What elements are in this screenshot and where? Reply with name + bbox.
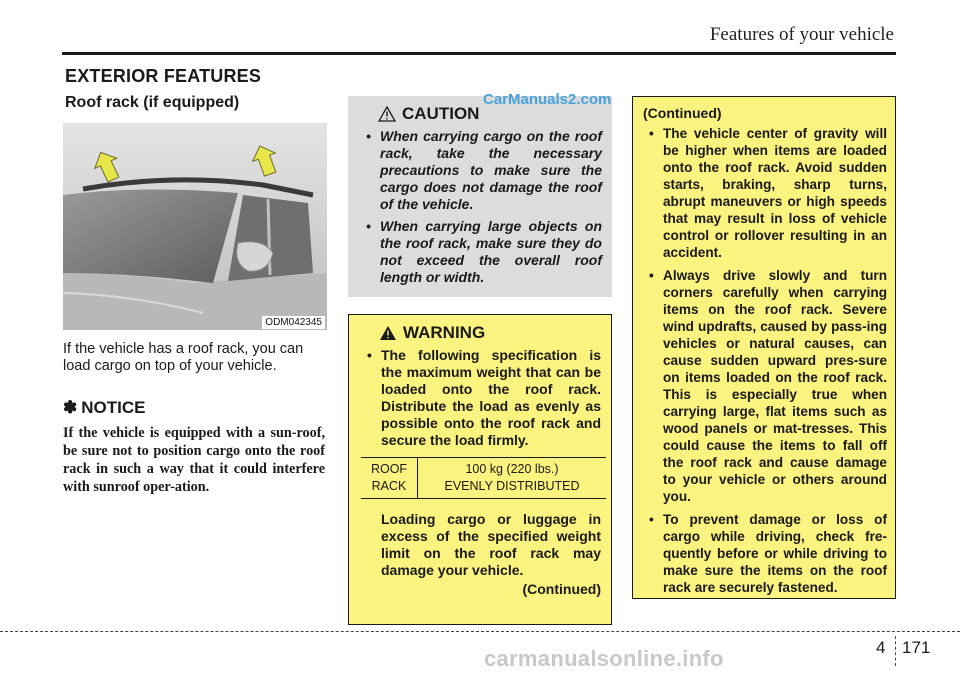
notice-body: If the vehicle is equipped with a sun-roof, be sure not to position cargo onto the roof rack in such a way that it could interfere with sunroof oper-ation. <box>63 425 325 495</box>
caution-item: • When carrying large objects on the roof rack, make sure they do not exceed the overall roof length or width. <box>360 218 602 286</box>
header-rule <box>62 52 896 55</box>
running-header: Features of your vehicle <box>709 24 894 45</box>
footer-separator <box>895 636 896 666</box>
roof-rack-spec-table <box>361 457 606 499</box>
caution-title: CAUTION <box>402 104 480 123</box>
warning-heading <box>379 323 601 343</box>
car-illustration <box>63 123 327 330</box>
section-title: EXTERIOR FEATURES <box>65 66 262 86</box>
caution-list <box>360 128 602 286</box>
photo-caption: ODM042345 <box>262 316 325 329</box>
continued-warning-box <box>632 96 896 599</box>
warning-continued: (Continued) <box>522 581 601 597</box>
subsection-title: Roof rack (if equipped) <box>65 94 240 111</box>
continued-item: • To prevent damage or loss of cargo while driving, check fre-quently before or while driving to make sure the items on the roof rack are securely fastened. <box>643 511 887 596</box>
caution-item: • When carrying cargo on the roof rack, take the necessary precautions to make sure the cargo does not damage the roof of the vehicle. <box>360 128 602 213</box>
warning-triangle-icon <box>379 325 397 341</box>
warning-item: • The following specification is the maximum weight that can be loaded onto the roof rack. Distribute the load as evenly as possible onto the roof rack and secure the load firmly. <box>361 347 601 449</box>
spec-value-line: 100 kg (220 lbs.) <box>465 462 559 476</box>
watermark-text: CarManuals2.com <box>483 91 612 108</box>
spec-label-line: ROOF <box>370 462 408 476</box>
footer-watermark: carmanualsonline.info <box>484 646 724 671</box>
spec-label-line: RACK <box>371 479 407 493</box>
warning-paragraph <box>381 511 601 598</box>
intro-paragraph: If the vehicle has a roof rack, you can load cargo on top of your vehicle. <box>63 341 304 374</box>
page-number: 171 <box>902 638 931 657</box>
notice-heading <box>63 398 145 418</box>
continued-item: • Always drive slowly and turn corners carefully when carrying items on the roof rack. Severe wind updrafts, caused by pass-ing vehicles or natural causes, can cause sudden upward pres-sure on items loaded on the roof rack. This is especially true when carrying large, flat items such as wood panels or mat-tresses. This could cause the items to fall off the roof rack and cause damage to your vehicle or others around you. <box>643 267 887 505</box>
warning-paragraph-text: Loading cargo or luggage in excess of the specified weight limit on the roof rack may damage your vehicle. <box>381 511 601 578</box>
notice-star-icon: ✽ <box>63 398 78 417</box>
warning-title: WARNING <box>403 323 486 342</box>
continued-item: • The vehicle center of gravity will be higher when items are loaded onto the roof rack. Avoid sudden starts, braking, sharp turns, abrupt maneuvers or high speeds that may result in loss of vehicle control or rollover resulting in an accident. <box>643 125 887 261</box>
notice-title: NOTICE <box>81 398 146 417</box>
footer-rule <box>0 631 960 632</box>
spec-value-cell <box>418 458 607 499</box>
chapter-number: 4 <box>876 638 886 657</box>
continued-label: (Continued) <box>643 105 722 121</box>
roof-rack-photo <box>63 123 327 330</box>
spec-value-line: EVENLY DISTRIBUTED <box>444 479 580 493</box>
caution-triangle-icon <box>378 106 396 122</box>
spec-label-cell <box>361 458 418 499</box>
warning-box <box>348 314 612 625</box>
caution-box <box>348 96 612 297</box>
continued-list <box>643 125 887 596</box>
warning-list <box>361 347 601 449</box>
